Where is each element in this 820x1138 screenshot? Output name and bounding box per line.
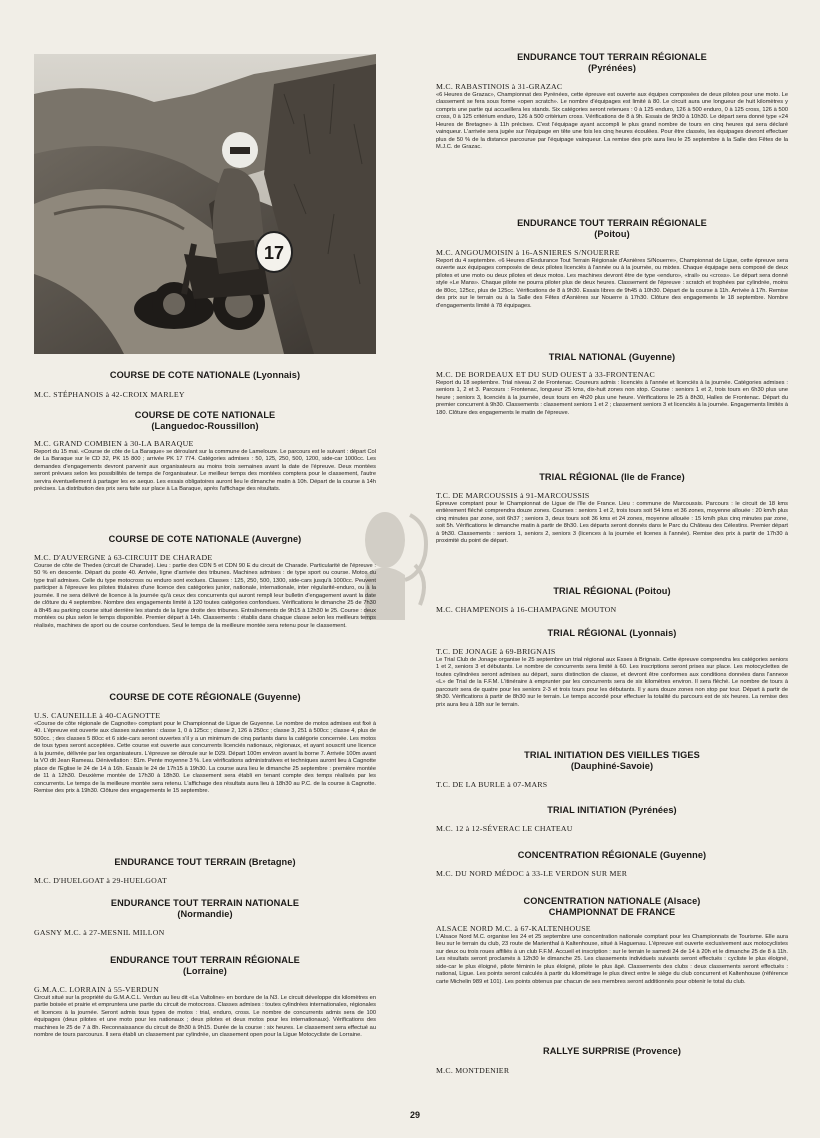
club-name: M.C. D'HUELGOAT à 29-HUELGOAT	[34, 876, 168, 885]
section-title: RALLYE SURPRISE (Provence)	[542, 1046, 682, 1056]
section-title: TRIAL RÉGIONAL (Lyonnais)	[547, 628, 677, 638]
club-name: M.C. GRAND COMBIEN à 30-LA BARAQUE	[34, 439, 194, 448]
section-body: Report du 15 mai. «Course de côte de La Baraque» se déroulant sur la commune de Lamelouze. Le parcours est le suivant : départ Col de La Baraque sur le CD 32, PK 15 800 ; arrivée PK 17 774. Catégories admises : 50, 125, 250, 500, 1200, side-car 1000cc. Les demandes d'engagements devront parvenir aux organisateurs au moins trois semaines avant la date de l'épreuve. Deux montées seront prévues selon les possibilités de temps de l'organisateur. Le meilleur temps des montées comptera pour le classement, l'autre servira éventuellement à partager les ex aequo. Les essais obligatoires auront lieu le dimanche matin à 10h. Départ de la course à 14h précises. La distribution des prix sera faite sur place à La Baraque, après l'affichage des résultats.	[34, 449, 376, 493]
section-subtitle: (Languedoc-Roussillon)	[151, 421, 259, 431]
section-cote-languedoc	[34, 410, 376, 494]
section-trial-initiation	[436, 805, 788, 834]
section-title: COURSE DE COTE RÉGIONALE (Guyenne)	[109, 692, 301, 702]
section-body: Le Trial Club de Jonage organise le 25 septembre un trial régional aux Esses à Brignais. Cette épreuve comprendra les catégories seniors 1 et 2, seniors 3 et débutants. Le nombre de concurrents sera limité à 60. Les inscriptions seront prises sur place. Les motocyclettes de toutes cylindrées seront admises au départ, sans distinction de classe, et devront être conformes aux conditions données dans l'annexe «L» de Trial de la F.F.M. L'itinéraire à emprunter par les concurrents sera de six kilomètres environ. Il sera fléché. Le nombre de tours à parcourir sera de quatre pour les seniors 2-3 et trois tours pour les débutants. Il y aura douze zones non stop par tour. Départ à partir de 9h30. Vérifications à partir de 8h30 sur le terrain. Le temps accordé pour effectuer la totalité du parcours est de six heures. La remise des prix aura lieu à 18h sur le terrain.	[436, 657, 788, 708]
club-name: M.C. CHAMPENOIS à 16-CHAMPAGNE MOUTON	[436, 605, 617, 614]
club-name: M.C. D'AUVERGNE à 63-CIRCUIT DE CHARADE	[34, 553, 213, 562]
club-name: M.C. DU NORD MÉDOC à 33-LE VERDON SUR MER	[436, 869, 628, 878]
section-title: ENDURANCE TOUT TERRAIN RÉGIONALE	[517, 52, 707, 62]
rider-photo-illustration	[34, 54, 376, 354]
club-name: G.M.A.C. LORRAIN à 55-VERDUN	[34, 985, 160, 994]
section-subtitle: (Lorraine)	[183, 966, 227, 976]
section-trial-iledefrance	[436, 472, 788, 546]
section-title: TRIAL RÉGIONAL (Ile de France)	[539, 472, 685, 482]
club-name: M.C. DE BORDEAUX ET DU SUD OUEST à 33-FRONTENAC	[436, 370, 655, 379]
club-name: M.C. RABASTINOIS à 31-GRAZAC	[436, 82, 563, 91]
section-subtitle: (Dauphiné-Savoie)	[570, 761, 654, 771]
section-body: Circuit situé sur la propriété du G.M.A.C.L. Verdun au lieu dit «La Valtoline» en bordure de la N3. Le circuit développe dix kilomètres en partie boisée et prairie et empruntera une partie du circuit de motocross. Classes admises : toutes cylindrées internationales, régionales et licences à la journée. Seront admis tous types de motos : trial, enduro, cross. Le nombre de concurrents admis sera de 100 équipages (deux pilotes et une moto pour les nationaux ; deux pilotes et deux motos pour les internationaux). Vérifications des machines le 25 de 7 à 8h. Reconnaissance du circuit de 8h30 à 9h15. Durée de la course : six heures. Le classement sera effectué au nombre de tours parcourus. Il sera établi un classement par cylindrée, un classement open pour la Ligue Motocycliste de Lorraine.	[34, 995, 376, 1039]
club-name: T.C. DE JONAGE à 69-BRIGNAIS	[436, 647, 556, 656]
section-body: Report du 18 septembre. Trial niveau 2 de Frontenac. Coureurs admis : licenciés à l'année et licenciés à la journée. Catégories admises : seniors 1, 2 et 3. Parcours : Frontenac, longueur 25 kms, dix-huit zones non stop. Course : seniors 1 et 2, trois tours en 6h30 plus une heure ; seniors 3, licenciés à la journée, deux tours en 4h20 plus une heure. Vérifications le 25 à 8h30, Halles de Frontenac. Départ du premier concurrent à 9h30. Classements : classement seniors 1 et 2 ; classement seniors 3 et licenciés à la journée. Engagements limités à 180. Clôture des engagements le matin de l'épreuve.	[436, 380, 788, 416]
section-title: TRIAL INITIATION DES VIEILLES TIGES	[524, 750, 700, 760]
section-trial-dauphine	[436, 750, 788, 790]
section-title: COURSE DE COTE NATIONALE	[134, 410, 276, 420]
plate-number: 17	[263, 243, 285, 263]
section-endurance-bretagne	[34, 857, 376, 886]
section-title: CONCENTRATION NATIONALE (Alsace)	[523, 896, 701, 906]
section-title: COURSE DE COTE NATIONALE (Auvergne)	[108, 534, 302, 544]
section-body: Report du 4 septembre. «6 Heures d'Endurance Tout Terrain Régionale d'Asnières S/Nouerre», Championnat de Ligue, cette épreuve sera ouverte aux équipages composés de deux pilotes licenciés à l'année ou à la journée, ou mixtes. Chaque équipage sera composé de deux pilotes et une moto ou deux pilotes et deux motos. Les machines devront être de type «enduro», «trail» ou «cross». Le départ sera donné style «Le Mans». Chaque pilote ne pourra piloter plus de deux heures. Classement de l'épreuve : scratch et trophées par cylindrée, moins de 80cc, 125cc, plus de 125cc. Vérifications de 8 à 9h30. Essais libres de 9h45 à 10h30. Départ de la course à 11h. Arrivée à 17h. Remise des prix sur le terrain ou à la Salle des Fêtes d'Asnières sur Nouerre à 17h30. Clôture des engagements le 18 septembre. Nombre d'engagements limité à 78 équipages.	[436, 258, 788, 309]
section-cote-auvergne	[34, 534, 376, 630]
section-endurance-poitou	[436, 218, 788, 310]
section-body: «6 Heures de Grazac», Championnat des Pyrénées, cette épreuve est ouverte aux équipes composées de deux pilotes pour une moto. Le classement se fera sous forme «open scratch». Le nombre d'équipages est limité à 80. Le circuit aura une longueur de huit kilomètres y compris une partie qui accueillera les stands. Six catégories seront retenues : 0 à 125 enduro, 126 à 500 enduro, 0 à 125 cross, 126 à 500 cross, 0 à 125 critérium enduro, 126 à 500 critérium cross. Vérifications de 8 à 9h. Essais de 9h30 à 10h30. Le départ sera donné type «24 Heures de Bretagne» à 11h précises. C'est l'équipage ayant accompli le plus grand nombre de tours en cinq heures qui sera déclaré vainqueur. L'arrivée sera jugée sur l'équipage en tête une fois les cinq heures écoulées. Pour être classés, les équipages devront effectuer plus de 50 % de la distance parcourue par l'équipage vainqueur. La remise des prix aura lieu le 25 septembre à la Salle des Fêtes de la M.J.C. de Grazac.	[436, 92, 788, 151]
section-body: «Course de côte régionale de Cagnotte» comptant pour le Championnat de Ligue de Guyenne. Le nombre de motos admises est fixé à 40. L'épreuve est ouverte aux classes suivantes : classe 1, 0 à 125cc ; classe 2, 126 à 250cc ; classe 3, 251 à 500cc ; classe 4, plus de 500cc. ; des classes 5 80cc et 6 side-cars seront ouvertes s'il y a un minimum de cinq partants dans la catégorie concernée. Les motos de tous types seront acceptées. Cette course est ouverte aux concurrents licenciés nationaux, régionaux, et ayant souscrit une licence à la journée, délivrée par les organisateurs. L'épreuve se déroule sur le D29. Départ 100m environ avant la borne 7. Arrivée 100m avant la VO dit Jean Rameau. Dénivellation : 81m. Pente moyenne 3 %. Les vérifications administratives et techniques auront lieu à Cagnotte place de l'Eglise le 24 de 14 à 16h. Essais le 24 de 17h15 à 19h30. La course aura lieu le dimanche 25 septembre : première montée de 11 à 12h30. Deuxième montée de 17h30 à 18h30. Le classement sera établi en tenant compte des temps réalisés par les concurrents. Le temps de la meilleure montée sera retenu. L'affichage des résultats aura lieu à 18h30 au P.C. de la course à Cagnotte. Remise des prix à 19h30. Clôture des engagements le 15 septembre.	[34, 721, 376, 795]
section-trial-poitou	[436, 586, 788, 615]
club-name: M.C. ANGOUMOISIN à 16-ASNIERES S/NOUERRE	[436, 248, 620, 257]
section-cote-lyonnais	[34, 370, 376, 400]
section-endurance-pyrenees	[436, 52, 788, 152]
section-concentration-guyenne	[436, 850, 788, 879]
section-title: ENDURANCE TOUT TERRAIN NATIONALE	[110, 898, 300, 908]
section-title: TRIAL RÉGIONAL (Poitou)	[553, 586, 671, 596]
section-endurance-lorraine	[34, 955, 376, 1040]
club-name: GASNY M.C. à 27-MESNIL MILLON	[34, 928, 165, 937]
section-endurance-normandie	[34, 898, 376, 938]
page-number: 29	[409, 1110, 420, 1120]
section-title: CONCENTRATION RÉGIONALE (Guyenne)	[517, 850, 707, 860]
section-title: ENDURANCE TOUT TERRAIN RÉGIONALE	[110, 955, 300, 965]
club-name: ALSACE NORD M.C. à 67-KALTENHOUSE	[436, 924, 591, 933]
section-body: Épreuve comptant pour le Championnat de Ligue de l'Ile de France. Lieu : commune de Marcoussis. Parcours : le circuit de 18 kms entièrement fléché comprendra douze zones. Courses : seniors 1 et 2, trois tours soit 54 kms et 36 zones, moyenne allouée : 20 km/h plus cinq minutes par zone, soit 6h37 ; seniors 3, deux tours soit 36 kms et 24 zones, moyenne allouée : 15 km/h plus cinq minutes par zone, soit 5h. Vérifications le dimanche matin à partir de 8h30. Les départs seront donnés dans le Parc du Château des Célestins. Premier départ à 9h30. Classements : seniors 1, seniors 2, seniors 3 (licences à la journée et licenes à l'année). Remise des prix à partir de 17h30 à proximité du point de départ.	[436, 501, 788, 545]
section-trial-lyonnais	[436, 628, 788, 709]
section-rallye-provence	[436, 1046, 788, 1076]
section-cote-guyenne	[34, 692, 376, 796]
section-title: ENDURANCE TOUT TERRAIN (Bretagne)	[114, 857, 296, 867]
club-name: M.C. MONTDENIER	[436, 1066, 510, 1075]
club-name: U.S. CAUNEILLE à 40-CAGNOTTE	[34, 711, 161, 720]
section-subtitle: CHAMPIONNAT DE FRANCE	[548, 907, 676, 917]
club-name: M.C. STÉPHANOIS à 42-CROIX MARLEY	[34, 390, 185, 399]
section-title: ENDURANCE TOUT TERRAIN RÉGIONALE	[517, 218, 707, 228]
section-title: TRIAL INITIATION (Pyrénées)	[547, 805, 677, 815]
section-title: TRIAL NATIONAL (Guyenne)	[548, 352, 676, 362]
section-body: Course de côte de Thedes (circuit de Charade). Lieu : partie des CDN 5 et CDN 90 E du circuit de Charade. Particularité de l'épreuve : 50 % en descente. Départ du poste 40. Arrivée, ligne d'arrivée des tribunes. Machines admises : de type sport ou course. Motos du type trail admises. Celle du type motocross ou enduro sont exclues. Classes : 125, 250, 500, 1300, side-cars jusqu'à 1000cc. Peuvent participer à l'épreuve les pilotes titulaires d'une licence des catégories junior, nationale, internationale, inter régularité-enduro, ou à la journée. Il ne sera délivré de licence à la journée qu'à ceux des concurrents qui auront rempli leur bulletin d'engagement avant la date de clôture du 4 septembre. Nombre des engagements limité à 120 toutes catégories confondues. Vérifications le dimanche 25 de 7h30 à 8h45 au parking course situé derrière les stands de la ligne droite des tribunes. Entraînements de 9h15 à 12h30 le 25. Course : deux montées ou plus selon le temps disponible. Premier départ à 14h. Classements : établis dans chaque classe selon les meilleurs temps réalisés, machines de sport ou de course confondues. Seul le temps de la meilleure montée sera retenu pour le classement.	[34, 563, 376, 629]
club-name: T.C. DE LA BURLE à 07-MARS	[436, 780, 548, 789]
section-subtitle: (Pyrénées)	[588, 63, 636, 73]
rider-photo	[34, 54, 376, 354]
club-name: T.C. DE MARCOUSSIS à 91-MARCOUSSIS	[436, 491, 590, 500]
section-concentration-alsace	[436, 896, 788, 986]
section-title: COURSE DE COTE NATIONALE (Lyonnais)	[109, 370, 301, 380]
club-name: M.C. 12 à 12-SÉVERAC LE CHATEAU	[436, 824, 573, 833]
section-body: L'Alsace Nord M.C. organise les 24 et 25 septembre une concentration nationale comptant pour les Championnats de Tourisme. Elle aura lieu sur le terrain du club, 23 route de Marienthal à Kaltenhouse, situé à Haguenau. L'épreuve est ouverte exclusivement aux motocyclistes sur deux ou trois roues affiliés à un club F.F.M. Accueil et inscription : sur le terrain le samedi 24 de 14 à 20h et le dimanche 25 de 8 à 11h. Les résultats seront proclamés à 12h30 le dimanche 25. Les classements individuels suivants seront effectués : cycliste le plus éloigné, side-car le plus éloigné, pilote féminin le plus éloigné, pilote le plus âgé. Classements des clubs : deux classements seront effectués : national, Ligue. Les points seront calculés à partir du kilométrage le plus direct entre le siège du club concurrent et Kaltenhouse (référence carte Michelin 989 et 101). Les points obtenus par chacun de ses membres seront additionnés pour obtenir le total du club.	[436, 934, 788, 985]
section-subtitle: (Normandie)	[177, 909, 233, 919]
section-trial-guyenne	[436, 352, 788, 417]
section-subtitle: (Poitou)	[594, 229, 630, 239]
